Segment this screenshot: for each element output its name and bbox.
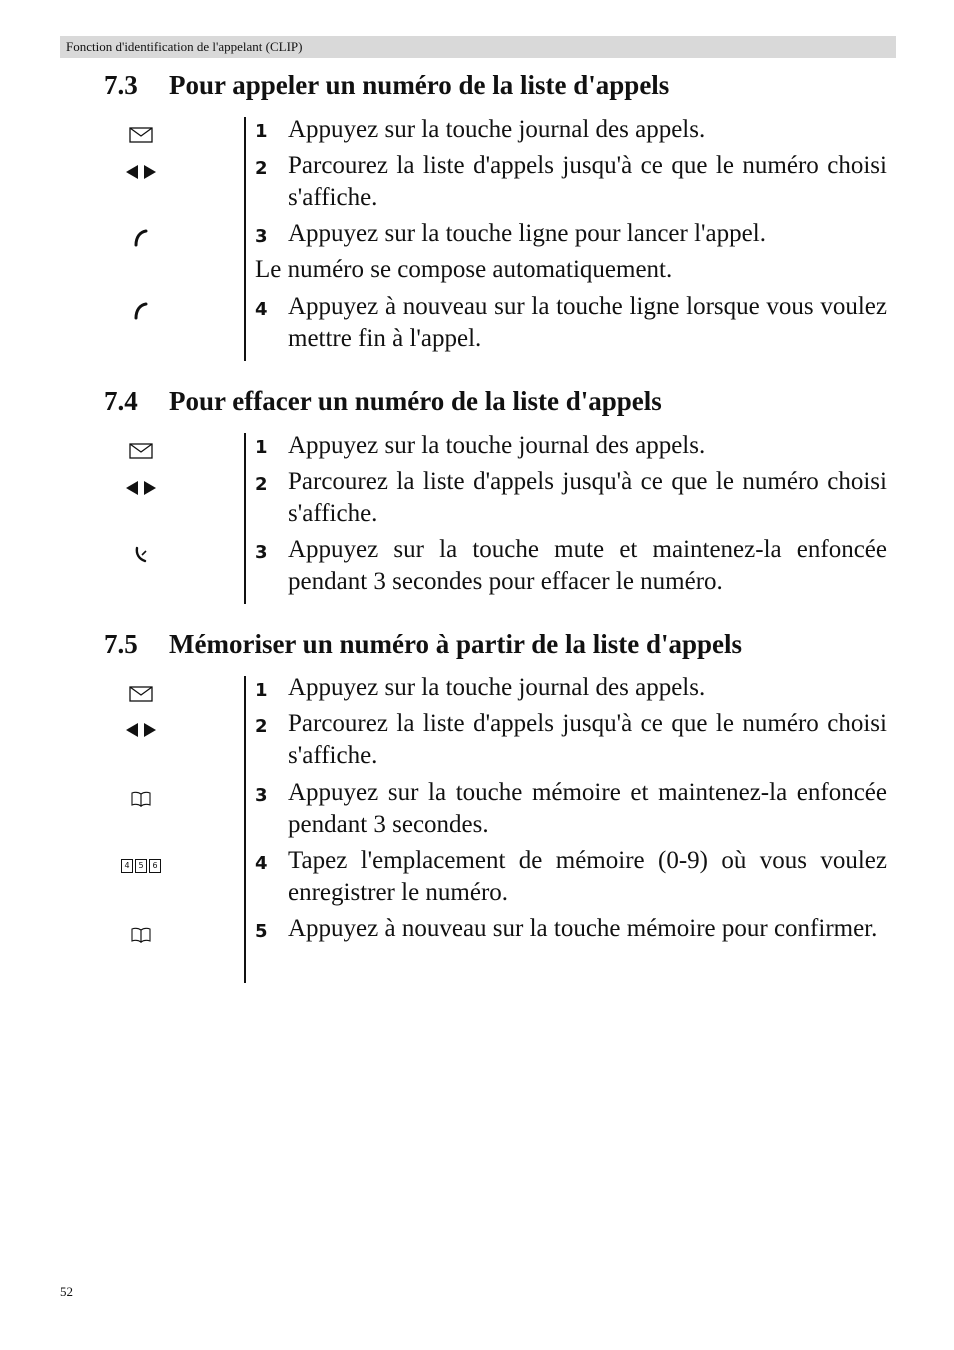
left-right-arrows-icon [121,718,161,742]
keypad-key: 5 [135,859,147,873]
running-header-title: Fonction d'identification de l'appelant (CLIP) [66,39,303,54]
step-text: Parcourez la liste d'appels jusqu'à ce que le numéro choisi s'affiche. [288,152,887,211]
step-text: Appuyez à nouveau sur la touche ligne lorsque vous voulez mettre fin à l'appel. [288,293,887,352]
section-number: 7.3 [104,70,138,100]
step-number: 1 [255,680,268,701]
step-number: 5 [255,921,268,942]
left-right-arrows-icon [121,476,161,500]
running-header [60,36,896,58]
step-number: 2 [255,158,268,179]
section-heading: Mémoriser un numéro à partir de la liste d'appels [169,629,742,659]
step-text: Appuyez sur la touche journal des appels. [288,432,706,459]
envelope-icon [121,123,161,147]
step-number: 3 [255,226,268,247]
step-number: 1 [255,121,268,142]
step-text: Appuyez sur la touche journal des appels. [288,116,706,143]
step-text: Appuyez sur la touche journal des appels. [288,674,706,701]
step-number: 3 [255,542,268,563]
section-heading: Pour effacer un numéro de la liste d'appels [169,386,662,416]
left-right-arrows-icon [121,160,161,184]
mute-icon [121,543,161,567]
step-text: Appuyez sur la touche ligne pour lancer l'appel. [288,220,766,247]
note-text: Le numéro se compose automatiquement. [255,256,673,283]
envelope-icon [121,439,161,463]
book-icon [121,923,161,947]
phone-handset-icon [121,300,161,324]
section-divider-line [244,433,246,604]
book-icon [121,787,161,811]
keypad-key: 6 [149,859,161,873]
step-number: 1 [255,437,268,458]
step-number: 4 [255,853,268,874]
step-number: 2 [255,716,268,737]
keypad-key: 4 [121,859,133,873]
keypad-456-icon [121,854,161,878]
section-divider-line [244,117,246,361]
step-text: Appuyez sur la touche mémoire et maintenez-la enfoncée pendant 3 secondes. [288,779,887,838]
page-number: 52 [60,1284,73,1299]
step-number: 3 [255,785,268,806]
section-number: 7.5 [104,629,138,659]
section-heading: Pour appeler un numéro de la liste d'appels [169,70,670,100]
section-divider-line [244,676,246,983]
section-title-7-3 [104,70,669,101]
section-title-7-5 [104,629,742,660]
section-number: 7.4 [104,386,138,416]
step-number: 2 [255,474,268,495]
phone-handset-icon [121,227,161,251]
section-title-7-4 [104,386,662,417]
step-text: Appuyez à nouveau sur la touche mémoire pour confirmer. [288,915,878,942]
step-text: Parcourez la liste d'appels jusqu'à ce que le numéro choisi s'affiche. [288,710,887,769]
step-text: Parcourez la liste d'appels jusqu'à ce que le numéro choisi s'affiche. [288,468,887,527]
step-text: Tapez l'emplacement de mémoire (0-9) où vous voulez enregistrer le numéro. [288,847,887,906]
envelope-icon [121,682,161,706]
step-number: 4 [255,299,268,320]
step-text: Appuyez sur la touche mute et maintenez-la enfoncée pendant 3 secondes pour effacer le numéro. [288,536,887,595]
